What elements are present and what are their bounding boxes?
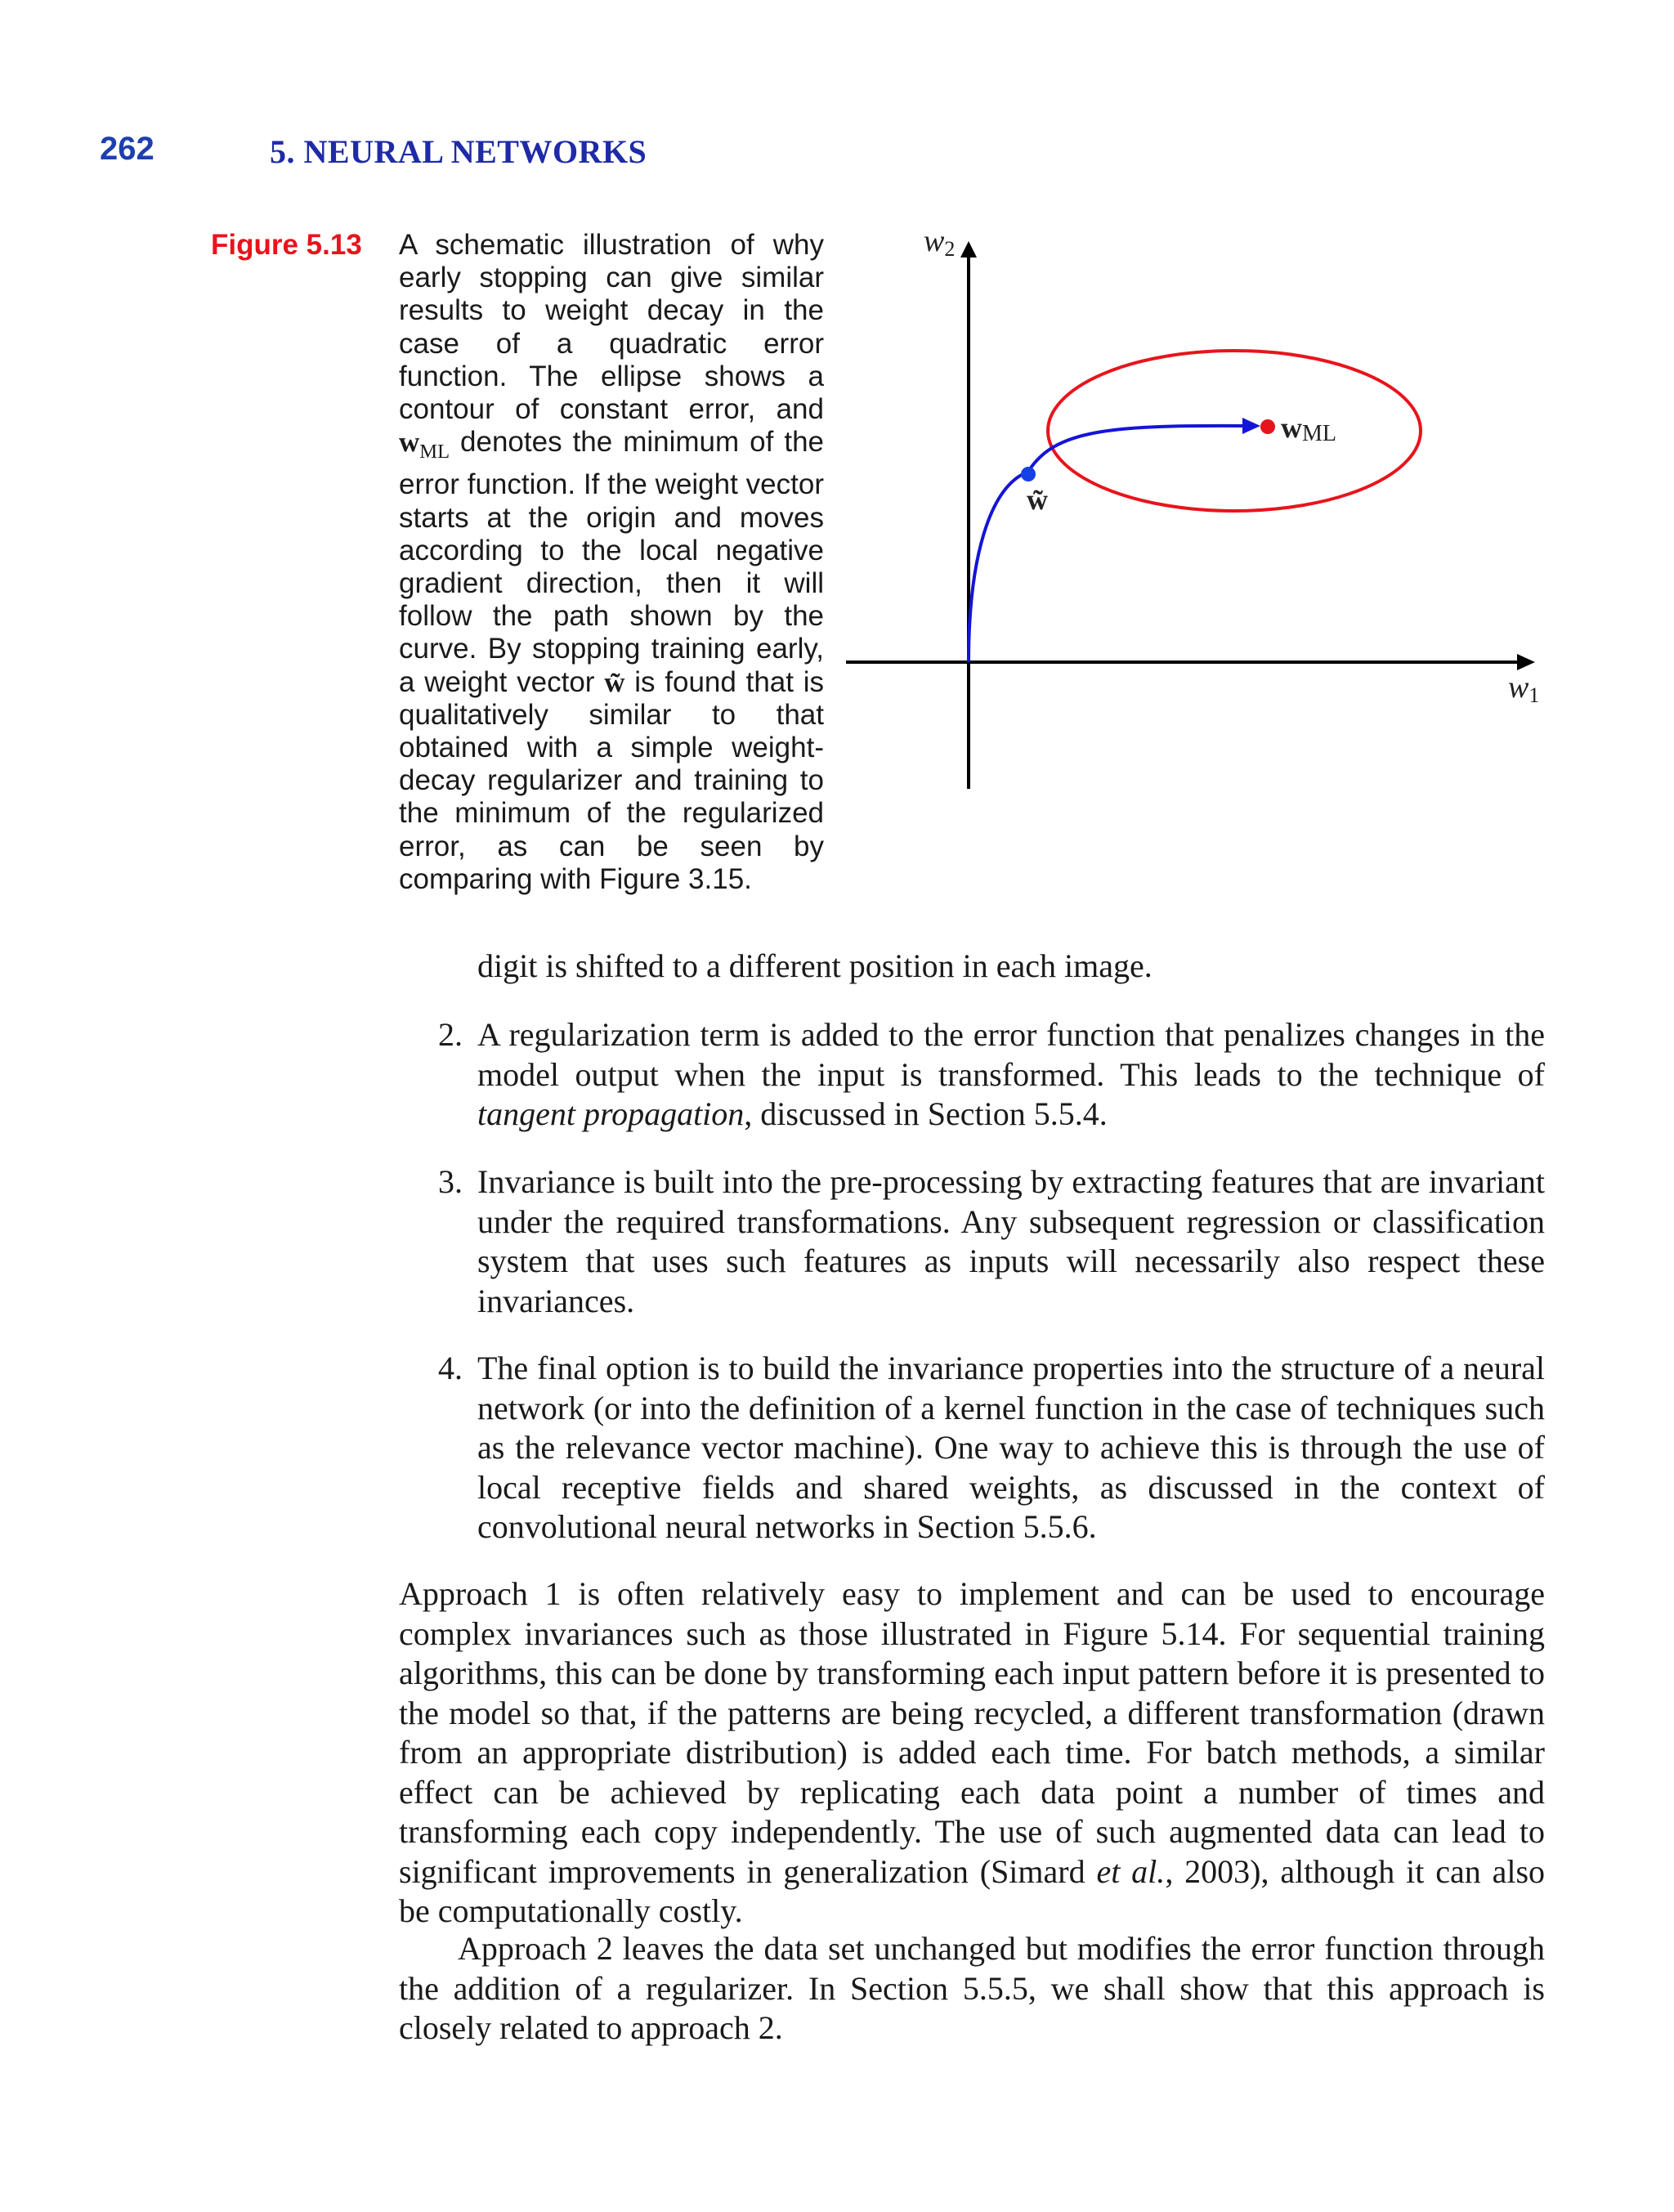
paragraph-approach-1: Approach 1 is often relatively easy to implement and can be used to encourage complex invariances such as those illustrated in Figure 5.14. For sequential training algorithms, this can be done by transforming each input pattern before it is presented to the model so that, if the patterns are being recycled, a different transformation (drawn from an appropriate distribution) is added each time. For batch methods, a similar effect can be achieved by replicating each data point a number of times and transforming each copy independently. The use of such augmented data can lead to significant improvements in generalization (Simard et al., 2003), although it can also be computationally costly. <box>399 1575 1546 1929</box>
w-ml-label: wML <box>1281 411 1336 446</box>
y-axis-arrowhead <box>960 241 977 257</box>
paragraph-approach-2: Approach 2 leaves the data set unchanged but modifies the error function through the addition of a regularizer. In Section 5.5.5, we shall show that this approach is closely related to approach 2. <box>399 1930 1545 2046</box>
w-tilde-point <box>1021 467 1036 481</box>
w-ml-symbol: $w_{ML}$ <box>399 426 450 463</box>
early-stopping-diagram <box>842 217 1561 805</box>
emphasis: tangent propagation <box>477 1095 745 1132</box>
w-ml-point <box>1260 419 1275 434</box>
w-tilde-symbol: w̃ <box>604 665 625 698</box>
caption-text-3: is found that is qualitatively similar to that obtained with a simple weight-decay regularizer and training to the minimum of the regularized error, as can be seen by comparing with Figure 3.15. <box>399 665 824 895</box>
x-axis-arrowhead <box>1517 654 1535 670</box>
figure-caption <box>399 229 824 896</box>
list-item-text: Invariance is built into the pre-processing by extracting features that are invariant under the required transformations. Any subsequent regression or classification system that uses such features as inputs will necessarily also respect these invariances. <box>477 1163 1545 1319</box>
list-item-4 <box>438 1349 1545 1547</box>
continuation-line: digit is shifted to a different position in each image. <box>477 947 1153 984</box>
y-axis-label: w2 <box>924 224 956 261</box>
caption-text-2: denotes the minimum of the error function. If the weight vector starts at the origin and moves according to the local negative gradient direction, then it will follow the path shown by the curve. By stopping training early, a weight vector <box>399 426 824 698</box>
chapter-header: 5. NEURAL NETWORKS <box>270 133 647 170</box>
list-item-3 <box>438 1162 1545 1321</box>
list-item-2 <box>438 1015 1545 1135</box>
gradient-descent-path <box>969 426 1247 662</box>
page-number: 262 <box>100 131 154 167</box>
list-number: 2. <box>438 1016 463 1053</box>
list-item-text: A regularization term is added to the error function that penalizes changes in the model output when the input is transformed. This leads to the technique of tangent propagation, discussed in Section 5.5.4. <box>477 1016 1545 1132</box>
caption-text-1: A schematic illustration of why early stopping can give similar results to weight decay in the case of a quadratic error function. The ellipse shows a contour of constant error, and <box>399 229 824 426</box>
x-axis-label: w1 <box>1508 670 1540 707</box>
path-arrowhead <box>1242 418 1260 434</box>
figure-label: Figure 5.13 <box>211 229 362 261</box>
emphasis: et al. <box>1096 1852 1166 1890</box>
list-item-text: The final option is to build the invariance properties into the structure of a neural network (or into the definition of a kernel function in the case of techniques such as the relevance vector machine). One way to achieve this is through the use of local receptive fields and shared weights, as discussed in the context of convolutional neural networks in Section 5.5.6. <box>477 1350 1545 1545</box>
w-tilde-label: w̃ <box>1027 483 1048 516</box>
list-number: 3. <box>438 1163 463 1200</box>
list-number: 4. <box>438 1350 463 1386</box>
